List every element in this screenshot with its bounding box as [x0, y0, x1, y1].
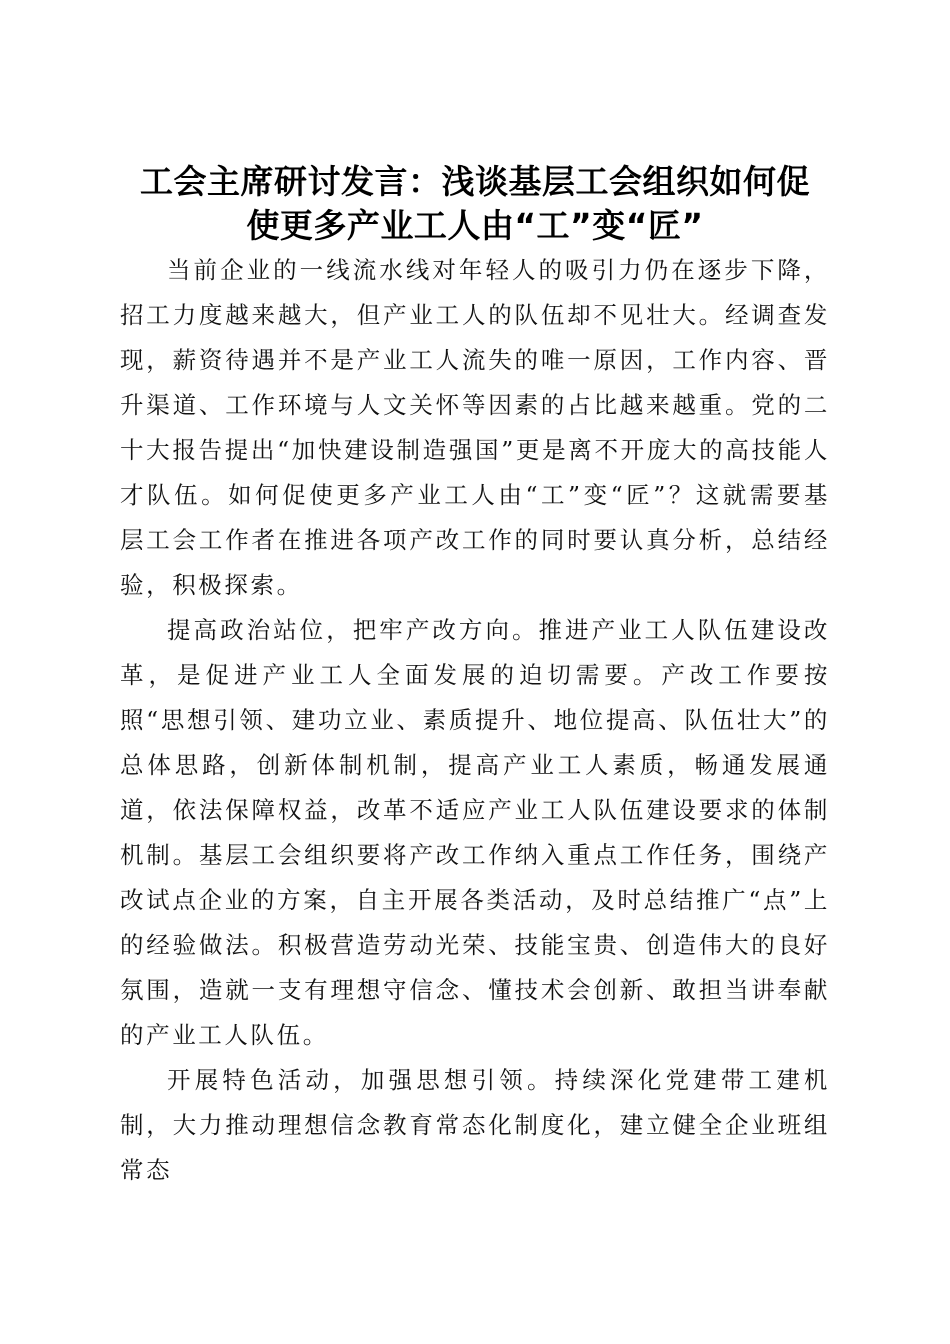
title-line-2: 使更多产业工人由“工”变“匠”: [246, 206, 704, 246]
document-body: [120, 248, 830, 1193]
title-line-1: 工会主席研讨发言：浅谈基层工会组织如何促: [140, 162, 810, 202]
paragraph-3: 开展特色活动，加强思想引领。持续深化党建带工建机制，大力推动理想信念教育常态化制度化，建立健全企业班组常态: [120, 1066, 830, 1184]
document-title: [110, 160, 840, 248]
paragraph-1: 当前企业的一线流水线对年轻人的吸引力仍在逐步下降，招工力度越来越大，但产业工人的队伍却不见壮大。经调查发现，薪资待遇并不是产业工人流失的唯一原因，工作内容、晋升渠道、工作环境与人文关怀等因素的占比越来越重。党的二十大报告提出“加快建设制造强国”更是离不开庞大的高技能人才队伍。如何促使更多产业工人由“工”变“匠”？这就需要基层工会工作者在推进各项产改工作的同时要认真分析，总结经验，积极探索。: [120, 256, 830, 599]
paragraph-2: 提高政治站位，把牢产改方向。推进产业工人队伍建设改革，是促进产业工人全面发展的迫切需要。产改工作要按照“思想引领、建功立业、素质提升、地位提高、队伍壮大”的总体思路，创新体制机制，提高产业工人素质，畅通发展通道，依法保障权益，改革不适应产业工人队伍建设要求的体制机制。基层工会组织要将产改工作纳入重点工作任务，围绕产改试点企业的方案，自主开展各类活动，及时总结推广“点”上的经验做法。积极营造劳动光荣、技能宝贵、创造伟大的良好氛围，造就一支有理想守信念、懂技术会创新、敢担当讲奉献的产业工人队伍。: [120, 616, 830, 1049]
